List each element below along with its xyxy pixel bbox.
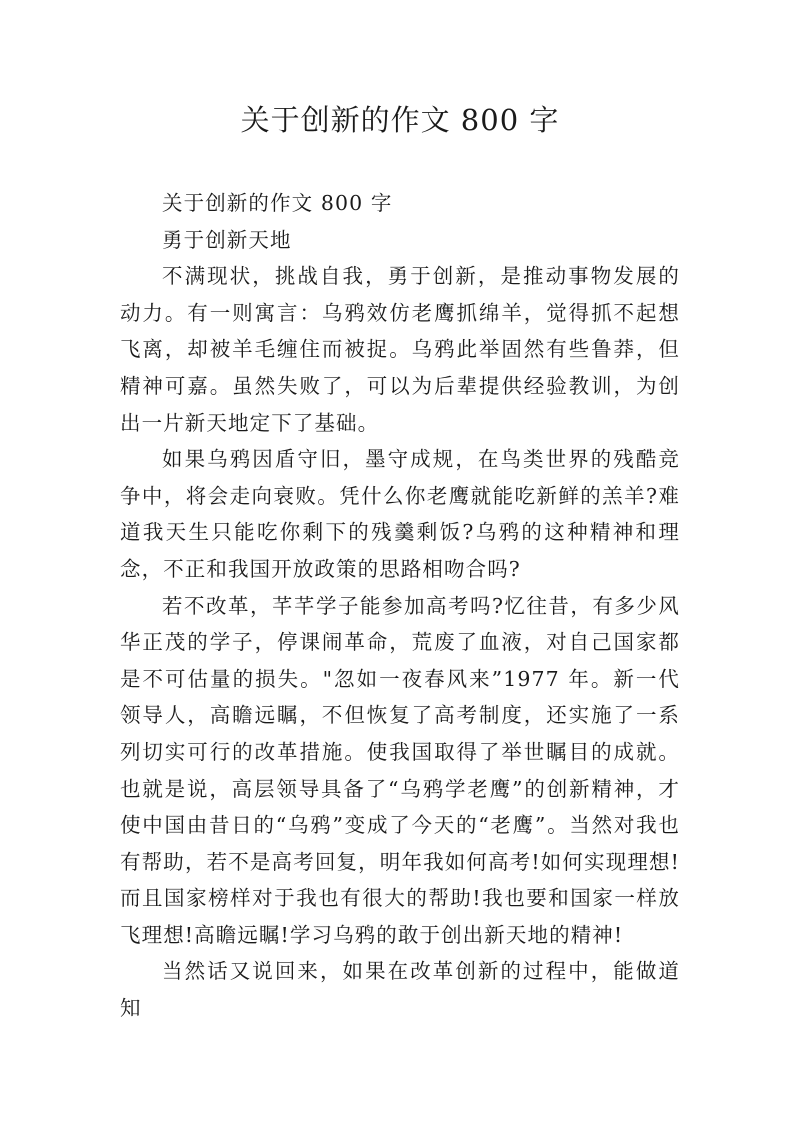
paragraph: 若不改革，芊芊学子能参加高考吗?忆往昔，有多少风华正茂的学子，停课闹革命，荒废了血液，对自己国家都是不可估量的损失。"忽如一夜春风来”1977 年。新一代领导人，高瞻远瞩，不但恢复了高考制度，还实施了一系列切实可行的改革措施。使我国取得了举世瞩目的成就。也就是说，高层领导具备了“乌鸦学老鹰”的创新精神，才使中国由昔日的“乌鸦”变成了今天的“老鹰”。当然对我也有帮助，若不是高考回复，明年我如何高考!如何实现理想!而且国家榜样对于我也有很大的帮助!我也要和国家一样放飞理想!高瞻远瞩!学习乌鸦的敢于创出新天地的精神! <box>120 593 680 947</box>
document-title: 关于创新的作文 800 字 <box>240 103 560 137</box>
paragraph-subtitle: 关于创新的作文 800 字 <box>162 191 393 215</box>
document-body <box>120 185 680 1027</box>
paragraph-heading: 勇于创新天地 <box>162 227 292 252</box>
paragraph: 不满现状，挑战自我，勇于创新，是推动事物发展的动力。有一则寓言：乌鸦效仿老鹰抓绵羊，觉得抓不起想飞离，却被羊毛缠住而被捉。乌鸦此举固然有些鲁莽，但精神可嘉。虽然失败了，可以为后辈提供经验教训，为创出一片新天地定下了基础。 <box>120 264 680 435</box>
paragraph: 当然话又说回来，如果在改革创新的过程中，能做道知 <box>120 959 680 1021</box>
paragraph: 如果乌鸦因盾守旧，墨守成规，在鸟类世界的残酷竞争中，将会走向衰败。凭什么你老鹰就能吃新鲜的羔羊?难道我天生只能吃你剩下的残羹剩饭?乌鸦的这种精神和理念，不正和我国开放政策的思路相吻合吗? <box>120 447 680 581</box>
